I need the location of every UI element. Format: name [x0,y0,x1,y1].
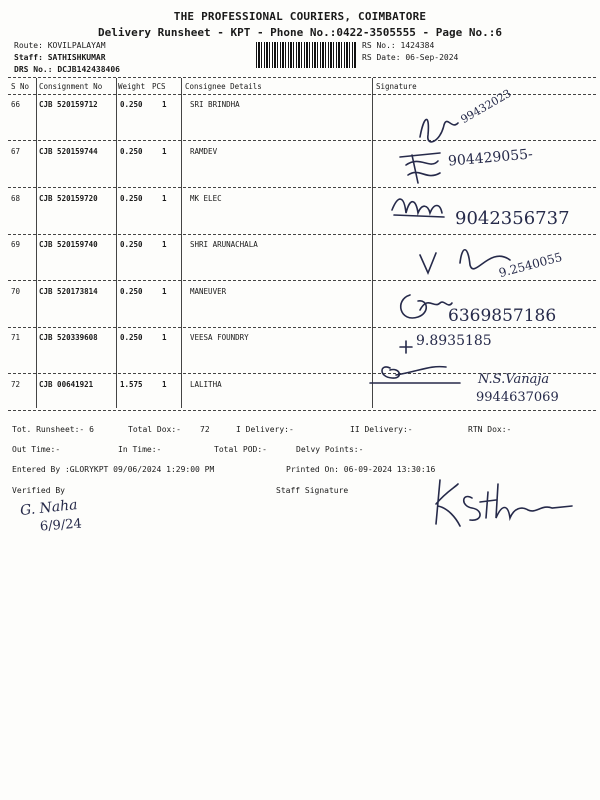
signature-phone-72: 9944637069 [476,390,559,405]
row-sno: 68 [11,194,21,203]
signature-phone-71: 9.8935185 [416,333,492,349]
row-consignee: MANEUVER [190,287,227,296]
row-pcs: 1 [162,380,167,389]
row-weight: 0.250 [120,240,143,249]
row-sno: 70 [11,287,21,296]
runsheet-subtitle: Delivery Runsheet - KPT - Phone No.:0422-3505555 - Page No.:6 [98,26,502,39]
col-divider [36,78,37,408]
row-consignee: MK ELEC [190,194,222,203]
signature-stroke [392,199,444,217]
signature-stroke [464,484,572,520]
out-time: Out Time:- [12,445,61,454]
row-weight: 0.250 [120,100,143,109]
signature-phone-70: 6369857186 [448,306,557,326]
printed-on: Printed On: 06-09-2024 13:30:16 [286,465,436,474]
row-consignee: VEESA FOUNDRY [190,333,249,342]
verified-by-label: Verified By [12,486,65,495]
row-pcs: 1 [162,194,167,203]
row-consignment-no: CJB 520159720 [39,194,98,203]
document-title: THE PROFESSIONAL COURIERS, COIMBATORE [173,10,427,23]
row-pcs: 1 [162,333,167,342]
row-weight: 0.250 [120,333,143,342]
total-pod: Total POD:- [214,445,267,454]
row-sno: 69 [11,240,21,249]
table-bottom-rule [8,410,596,411]
signature-phone-69: 9.2540055 [497,249,564,281]
staff-signature-label: Staff Signature [276,486,349,495]
row-weight: 0.250 [120,194,143,203]
rs-no-value: 1424384 [400,41,435,50]
total-dox-label: Total Dox:- [128,425,181,434]
staff-value: SATHISHKUMAR [47,53,106,62]
signature-stroke [370,367,460,383]
signature-name-72: N.S.Vanaja [478,372,550,387]
col-header-signature: Signature [376,82,417,91]
row-weight: 0.250 [120,287,143,296]
row-consignment-no: CJB 00641921 [39,380,94,389]
col-divider [181,78,182,408]
entered-by: Entered By :GLORYKPT 09/06/2024 1:29:00 PM [12,465,215,474]
row-sno: 71 [11,333,21,342]
row-consignment-no: CJB 520159744 [39,147,98,156]
tot-runsheet: Tot. Runsheet:- 6 [12,425,94,434]
row-consignee: SHRI ARUNACHALA [190,240,258,249]
col-header-consignment: Consignment No [39,82,103,91]
row-consignment-no: CJB 520173814 [39,287,98,296]
row-consignee: LALITHA [190,380,222,389]
signature-stroke [401,295,452,318]
verifier-date: 6/9/24 [39,516,83,535]
signature-stroke [420,250,510,273]
verifier-signature: G. Naha [19,497,79,519]
row-weight: 0.250 [120,147,143,156]
col-header-consignee: Consignee Details [185,82,262,91]
col-header-weight: Weight [118,82,146,91]
rs-date-line: RS Date: 06-Sep-2024 [362,53,459,62]
col-divider [372,78,373,408]
col-divider [116,78,117,408]
row-pcs: 1 [162,147,167,156]
rtn-dox: RTN Dox:- [468,425,512,434]
row-consignee: RAMDEV [190,147,218,156]
signature-stroke [436,480,460,526]
delvy-points: Delvy Points:- [296,445,364,454]
i-delivery: I Delivery:- [236,425,294,434]
signature-phone-67: 904429055- [447,146,534,170]
rs-no-line: RS No.: 1424384 [362,41,435,50]
row-sno: 66 [11,100,21,109]
signature-phone-68: 9042356737 [455,208,570,229]
total-dox-value: 72 [200,425,210,434]
route-value: KOVILPALAYAM [47,41,106,50]
signature-stroke [400,341,412,353]
barcode-graphic [256,42,356,68]
staff-signature-mark [432,474,582,530]
route-line: Route: KOVILPALAYAM [14,41,106,50]
col-header-pcs: PCS [152,82,166,91]
row-pcs: 1 [162,240,167,249]
row-sno: 67 [11,147,21,156]
row-consignment-no: CJB 520159740 [39,240,98,249]
rs-date-value: 06-Sep-2024 [405,53,459,62]
row-sno: 72 [11,380,21,389]
col-header-sno: S No [11,82,30,91]
drs-line: DRS No.: DCJB142438406 [14,65,120,74]
table-top-rule [8,77,596,78]
signature-phone-66: 99432023 [458,86,514,127]
row-consignment-no: CJB 520159712 [39,100,98,109]
ii-delivery: II Delivery:- [350,425,413,434]
signature-stroke [420,119,458,141]
row-consignee: SRI BRINDHA [190,100,240,109]
drs-value: DCJB142438406 [57,65,120,74]
staff-line: Staff: SATHISHKUMAR [14,53,106,62]
row-weight: 1.575 [120,380,143,389]
row-consignment-no: CJB 520339608 [39,333,98,342]
row-pcs: 1 [162,100,167,109]
signature-stroke [400,153,440,183]
row-pcs: 1 [162,287,167,296]
in-time: In Time:- [118,445,162,454]
